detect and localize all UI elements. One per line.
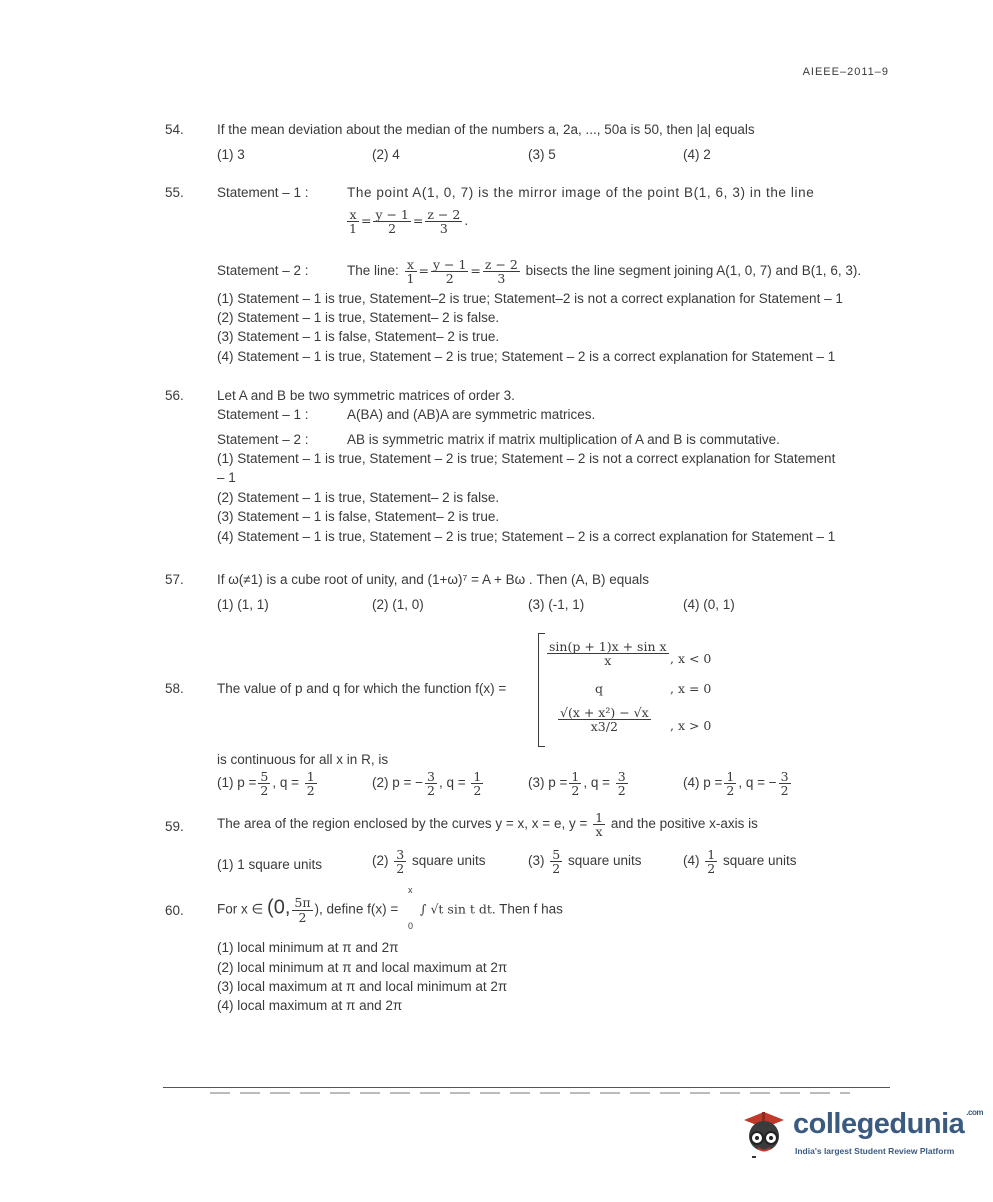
question-59-options: [217, 848, 837, 888]
statement-text: The point A(1, 0, 7) is the mirror image of the point B(1, 6, 3) in the line: [347, 185, 815, 200]
statement-text: AB is symmetric matrix if matrix multiplication of A and B is commutative.: [347, 432, 780, 447]
option-60-3: (3) local maximum at π and local minimum at 2π: [217, 979, 508, 994]
page-header-code: AIEEE–2011–9: [802, 66, 889, 78]
question-number-55: 55.: [165, 185, 184, 200]
option-59-3: (3) $\frac{5}{2}$ square units: [528, 847, 642, 877]
question-number-54: 54.: [165, 122, 184, 137]
brand-name: collegedunia $^{.com}$: [793, 1108, 983, 1140]
case-2-condition: , x = 0: [670, 681, 712, 696]
statement-55-2: Statement – 2 : The line: $\frac{x}{1}$ = $\frac{y - 1}{2}$ = $\frac{z - 2}{3}$ bisects the line segment joining A(1, 0, 7) and B(1, 6, 3).: [217, 257, 862, 287]
option-58-4: (4) p = $\frac{1}{2}$ , q = − $\frac{3}{2}$: [683, 769, 789, 799]
option-59-1: (1) 1 square units: [217, 857, 323, 872]
case-1-numerator: sin(p + 1)x + sin x: [549, 639, 667, 654]
option-60-1: (1) local minimum at π and 2π: [217, 940, 399, 955]
fraction: $\frac{z - 2}{3}$: [484, 257, 518, 287]
case-1-condition: , x < 0: [670, 651, 712, 666]
option-60-2: (2) local minimum at π and local maximum at 2π: [217, 960, 508, 975]
case-3: [556, 706, 653, 733]
option-56-4: (4) Statement – 1 is true, Statement – 2 is true; Statement – 2 is a correct explanation for Statement – 1: [217, 529, 836, 544]
option-56-1: (1) Statement – 1 is true, Statement – 2 is true; Statement – 2 is not a correct explanation for Statement: [217, 451, 836, 466]
question-58-text: The value of p and q for which the function f(x) =: [217, 681, 507, 696]
case-3-denominator: x3/2: [590, 719, 618, 735]
question-number-60: 60.: [165, 903, 184, 918]
option-59-4: (4) $\frac{1}{2}$ square units: [683, 847, 797, 877]
case-1-denominator: x: [604, 653, 612, 669]
question-number-57: 57.: [165, 572, 184, 587]
piecewise-brace: [538, 633, 545, 747]
option-60-4: (4) local maximum at π and 2π: [217, 998, 403, 1013]
statement-text: The line:: [347, 263, 399, 279]
statement-label: Statement – 1 :: [217, 185, 309, 200]
question-60-text: For x ∈ (0, $\frac{5\pi}{2}$ ), define f(x) = x 0 ∫ √t sin t dt. Then f has: [217, 885, 563, 931]
statement-text: A(BA) and (AB)A are symmetric matrices.: [347, 407, 596, 422]
option-54-4: (4) 2: [683, 147, 711, 162]
option-59-2: (2) $\frac{3}{2}$ square units: [372, 847, 486, 877]
option-55-2: (2) Statement – 1 is true, Statement– 2 is false.: [217, 310, 500, 325]
brand-tagline: India's largest Student Review Platform: [795, 1146, 955, 1156]
option-58-2: (2) p = − $\frac{3}{2}$ , q = $\frac{1}{2}$: [372, 769, 482, 799]
statement-56-1: [217, 407, 595, 422]
option-57-4: (4) (0, 1): [683, 597, 735, 612]
question-58-tail: is continuous for all x in R, is: [217, 752, 389, 767]
option-55-4: (4) Statement – 1 is true, Statement – 2 is true; Statement – 2 is a correct explanation for Statement – 1: [217, 349, 836, 364]
question-57-text: If ω(≠1) is a cube root of unity, and (1+ω)⁷ = A + Bω . Then (A, B) equals: [217, 572, 649, 587]
case-3-condition: , x > 0: [670, 718, 712, 733]
option-58-1: (1) p = $\frac{5}{2}$ , q = $\frac{1}{2}$: [217, 769, 315, 799]
footer-divider: [163, 1087, 890, 1088]
option-56-3: (3) Statement – 1 is false, Statement– 2 is true.: [217, 509, 500, 524]
statement-label: Statement – 1 :: [217, 407, 309, 422]
option-54-3: (3) 5: [528, 147, 556, 162]
case-3-numerator: √(x + x²) − √x: [560, 705, 649, 720]
question-number-58: 58.: [165, 681, 184, 696]
question-58-options: [217, 770, 817, 810]
option-55-1: (1) Statement – 1 is true, Statement–2 is true; Statement–2 is not a correct explanation for Statement – 1: [217, 291, 843, 306]
footer-faint-text: [210, 1092, 850, 1094]
fraction: $\frac{x}{1}$: [406, 257, 415, 287]
option-56-2: (2) Statement – 1 is true, Statement– 2 is false.: [217, 490, 500, 505]
fraction: $\frac{z - 2}{3}$: [427, 207, 461, 237]
option-56-1-cont: – 1: [217, 470, 236, 485]
option-57-3: (3) (-1, 1): [528, 597, 585, 612]
statement-56-2: [217, 432, 780, 447]
question-59-text: The area of the region enclosed by the curves y = x, x = e, y = $\frac{1}{x}$ and the positive x-axis is: [217, 810, 758, 840]
statement-label: Statement – 2 :: [217, 263, 309, 279]
option-57-1: (1) (1, 1): [217, 597, 269, 612]
option-54-2: (2) 4: [372, 147, 400, 162]
statement-55-1: [217, 185, 814, 200]
question-number-56: 56.: [165, 388, 184, 403]
brand-mascot-icon: [738, 1108, 790, 1165]
fraction: $\frac{x}{1}$: [349, 207, 357, 237]
statement-label: Statement – 2 :: [217, 432, 309, 447]
question-54-text: If the mean deviation about the median of the numbers a, 2a, ..., 50a is 50, then |a| equals: [217, 122, 755, 137]
option-57-2: (2) (1, 0): [372, 597, 424, 612]
question-number-59: 59.: [165, 819, 184, 834]
option-54-1: (1) 3: [217, 147, 245, 162]
option-55-3: (3) Statement – 1 is false, Statement– 2 is true.: [217, 329, 500, 344]
fraction: $\frac{y - 1}{2}$: [375, 207, 409, 237]
case-1: [545, 640, 671, 667]
line-equation-55a: $\frac{x}{1}$ = $\frac{y - 1}{2}$ = $\frac{z - 2}{3}$ .: [349, 207, 469, 237]
fraction: $\frac{y - 1}{2}$: [432, 257, 467, 287]
statement-text: bisects the line segment joining A(1, 0, 7) and B(1, 6, 3).: [525, 263, 862, 279]
question-56-intro: Let A and B be two symmetric matrices of order 3.: [217, 388, 515, 403]
case-2-value: q: [595, 681, 604, 696]
option-58-3: (3) p = $\frac{1}{2}$ , q = $\frac{3}{2}$: [528, 769, 626, 799]
